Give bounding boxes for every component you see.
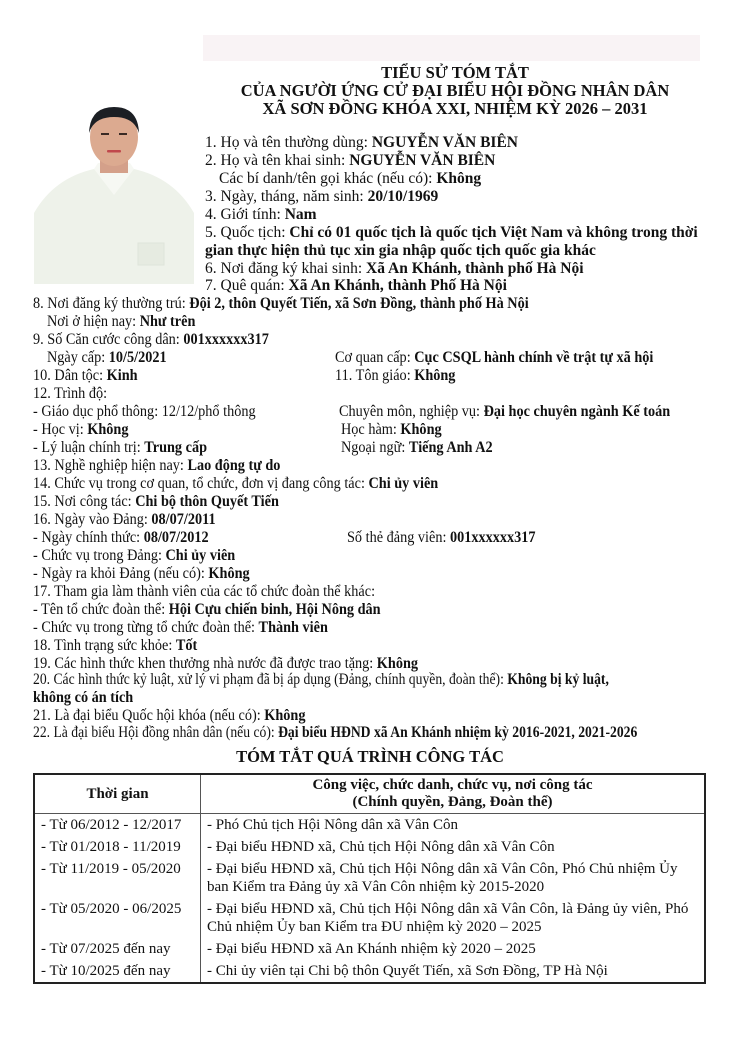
field-foreign-language [341, 439, 493, 457]
description-cell: - Đại biểu HĐND xã, Chủ tịch Hội Nông dân xã Vân Côn, Phó Chủ nhiệm Ủy ban Kiểm tra Đảng ủy xã Vân Côn nhiệm kỳ 2015-2020 [207, 861, 678, 895]
table-row [34, 960, 705, 983]
column-header-period: Thời gian [34, 774, 201, 814]
description-cell: - Đại biểu HĐND xã, Chủ tịch Hội Nông dân xã Vân Côn [207, 839, 555, 855]
field-label: 21. Là đại biểu Quốc hội khóa (nếu có): [33, 707, 265, 724]
field-value: Chi ủy viên [165, 547, 236, 564]
field-ethnicity [33, 367, 138, 385]
field-aliases [219, 170, 481, 188]
field-label: Các bí danh/tên gọi khác (nếu có): [219, 170, 437, 187]
field-label: 1. Họ và tên thường dùng: [205, 134, 372, 151]
field-value: Không [414, 367, 456, 384]
field-label: Cơ quan cấp: [335, 349, 415, 366]
field-value: Tiếng Anh A2 [408, 439, 493, 456]
work-history-table [33, 773, 706, 984]
field-value: 001xxxxxx317 [449, 529, 536, 546]
field-value: 20/10/1969 [367, 188, 439, 205]
field-value: Như trên [139, 313, 196, 330]
field-label: Ngoại ngữ: [341, 439, 409, 456]
field-label: 22. Là đại biểu Hội đồng nhân dân (nếu có): [33, 724, 279, 741]
field-label: 9. Số Căn cước công dân: [33, 331, 184, 348]
field-label: 16. Ngày vào Đảng: [33, 511, 152, 528]
field-organizations-heading [33, 583, 375, 601]
period-cell: - Từ 06/2012 - 12/2017 [34, 814, 201, 837]
field-value: Chi bộ thôn Quyết Tiến [135, 493, 279, 510]
title-line-1: TIỂU SỬ TÓM TẮT [381, 63, 529, 82]
field-value: Đại biểu HĐND xã An Khánh nhiệm kỳ 2016-2021, 2021-2026 [278, 724, 638, 741]
field-label: 17. Tham gia làm thành viên của các tổ chức đoàn thể khác: [33, 583, 376, 600]
description-cell: - Đại biểu HĐND xã, Chủ tịch Hội Nông dân xã Vân Côn, là Đảng ủy viên, Phó Chủ nhiệm Ủy ban Kiểm tra ĐU nhiệm kỳ 2020 – 2025 [207, 901, 689, 935]
field-label: 20. Các hình thức kỷ luật, xử lý vi phạm đã bị áp dụng (Đảng, chính quyền, đoàn thể): [33, 671, 508, 688]
field-position [33, 475, 438, 493]
field-value: 08/07/2011 [151, 511, 216, 528]
field-value: không có án tích [33, 689, 134, 706]
field-label: 3. Ngày, tháng, năm sinh: [205, 188, 368, 205]
description-cell: - Đại biểu HĐND xã An Khánh nhiệm kỳ 2020 – 2025 [207, 941, 536, 957]
field-discipline-cont [33, 689, 133, 707]
field-religion [335, 367, 455, 385]
field-value: Trung cấp [144, 439, 208, 456]
table-header-row [34, 774, 705, 814]
field-academic-title [341, 421, 442, 439]
field-value: Không [264, 707, 306, 724]
field-label: - Chức vụ trong từng tổ chức đoàn thể: [33, 619, 259, 636]
field-permanent-residence [33, 295, 529, 313]
field-occupation [33, 457, 280, 475]
field-label: 11. Tôn giáo: [335, 367, 415, 384]
field-label: Nơi ở hiện nay: [47, 313, 140, 330]
field-label: 15. Nơi công tác: [33, 493, 136, 510]
description-cell: - Phó Chủ tịch Hội Nông dân xã Vân Côn [201, 814, 706, 837]
field-label: - Tên tổ chức đoàn thể: [33, 601, 169, 618]
field-health [33, 637, 197, 655]
field-label: 13. Nghề nghiệp hiện nay: [33, 457, 188, 474]
field-value: NGUYỄN VĂN BIÊN [371, 134, 518, 151]
field-citizen-id [33, 331, 269, 349]
field-nationality-cont [205, 242, 596, 260]
field-birth-date [205, 188, 438, 206]
column-header-line-2: (Chính quyền, Đảng, Đoàn thể) [352, 794, 553, 810]
column-header-description [201, 774, 706, 814]
field-workplace [33, 493, 279, 511]
field-label: 5. Quốc tịch: [205, 224, 290, 241]
field-peoples-council [33, 724, 637, 742]
field-party-official-date [33, 529, 209, 547]
field-party-join-date [33, 511, 216, 529]
field-value: Không [208, 565, 250, 582]
person-silhouette-icon [34, 103, 194, 284]
field-national-assembly [33, 707, 305, 725]
field-gender [205, 206, 317, 224]
field-label: - Lý luận chính trị: [33, 439, 145, 456]
field-label: 14. Chức vụ trong cơ quan, tổ chức, đơn vị đang công tác: [33, 475, 369, 492]
field-professional-qualification [339, 403, 670, 421]
field-value: Đại học chuyên ngành Kế toán [483, 403, 671, 420]
title-line-3: XÃ SƠN ĐỒNG KHÓA XXI, NHIỆM KỲ 2026 – 2031 [262, 99, 648, 118]
field-value: Lao động tự do [187, 457, 281, 474]
field-organization-roles [33, 619, 328, 637]
work-history-title: TÓM TẮT QUÁ TRÌNH CÔNG TÁC [236, 747, 504, 766]
field-value: 10/5/2021 [108, 349, 167, 366]
field-id-issue-date [47, 349, 167, 367]
field-value: Cục CSQL hành chính về trật tự xã hội [414, 349, 654, 366]
field-value: Đội 2, thôn Quyết Tiến, xã Sơn Đồng, thành phố Hà Nội [189, 295, 529, 312]
description-cell: - Chi ủy viên tại Chi bộ thôn Quyết Tiến, xã Sơn Đồng, TP Hà Nội [207, 963, 608, 979]
field-value: Chỉ có 01 quốc tịch là quốc tịch Việt Nam và không trong thời [289, 224, 698, 241]
field-label: Số thẻ đảng viên: [347, 529, 450, 546]
field-value: Kinh [106, 367, 138, 384]
table-row [34, 898, 705, 938]
title-line-2: CỦA NGƯỜI ỨNG CỬ ĐẠI BIỂU HỘI ĐỒNG NHÂN DÂN [240, 81, 670, 100]
field-political-theory [33, 439, 207, 457]
table-row [34, 836, 705, 858]
field-value: Không [436, 170, 482, 187]
field-value: 08/07/2012 [143, 529, 209, 546]
field-general-education [33, 403, 256, 421]
period-cell: - Từ 10/2025 đến nay [34, 960, 201, 983]
field-party-position [33, 547, 235, 565]
field-value: Tốt [175, 637, 198, 654]
field-label: 7. Quê quán: [205, 277, 289, 294]
field-value: Thành viên [258, 619, 328, 636]
field-party-card-number [347, 529, 536, 547]
field-value: Xã An Khánh, thành phố Hà Nội [366, 260, 584, 277]
field-value: Không [400, 421, 442, 438]
field-label: - Giáo dục phổ thông: 12/12/phổ thông [33, 403, 256, 420]
table-row [34, 814, 705, 837]
field-hometown [205, 277, 507, 295]
field-label: Học hàm: [341, 421, 401, 438]
field-label: - Học vị: [33, 421, 88, 438]
field-discipline [33, 671, 609, 689]
column-header-line-1: Công việc, chức danh, chức vụ, nơi công tác [312, 777, 593, 793]
field-value: Chi ủy viên [368, 475, 439, 492]
document-title [200, 64, 710, 118]
period-cell: - Từ 05/2020 - 06/2025 [34, 898, 201, 938]
field-label: Ngày cấp: [47, 349, 109, 366]
field-academic-degree [33, 421, 128, 439]
field-birth-name [205, 152, 495, 170]
field-education-heading [33, 385, 107, 403]
field-label: 2. Họ và tên khai sinh: [205, 152, 350, 169]
field-label: 8. Nơi đăng ký thường trú: [33, 295, 190, 312]
field-label: - Ngày chính thức: [33, 529, 144, 546]
field-id-issuer [335, 349, 653, 367]
portrait-photo [34, 103, 194, 284]
field-value: Không [376, 655, 419, 672]
field-label: Chuyên môn, nghiệp vụ: [339, 403, 484, 420]
period-cell: - Từ 01/2018 - 11/2019 [34, 836, 201, 858]
table-row [34, 858, 705, 898]
period-cell: - Từ 07/2025 đến nay [34, 938, 201, 960]
field-label: 10. Dân tộc: [33, 367, 107, 384]
period-cell: - Từ 11/2019 - 05/2020 [34, 858, 201, 898]
field-current-residence [47, 313, 195, 331]
field-value: gian thực hiện thủ tục xin gia nhập quốc tịch quốc gia khác [205, 242, 596, 259]
field-value: Không bị kỷ luật, [507, 671, 609, 688]
field-party-leave-date [33, 565, 250, 583]
field-birth-registration [205, 260, 584, 278]
table-row [34, 938, 705, 960]
field-label: - Chức vụ trong Đảng: [33, 547, 166, 564]
field-value: Không [87, 421, 129, 438]
field-value: NGUYỄN VĂN BIÊN [349, 152, 496, 169]
field-label: 19. Các hình thức khen thưởng nhà nước đã được trao tặng: [33, 655, 377, 672]
field-label: 4. Giới tính: [205, 206, 285, 223]
field-label: 6. Nơi đăng ký khai sinh: [205, 260, 367, 277]
header-band [203, 35, 700, 61]
field-nationality [205, 224, 698, 242]
field-value: 001xxxxxx317 [183, 331, 269, 348]
field-label: 18. Tình trạng sức khỏe: [33, 637, 176, 654]
field-label: 12. Trình độ: [33, 385, 108, 402]
field-value: Hội Cựu chiến binh, Hội Nông dân [168, 601, 381, 618]
field-value: Nam [284, 206, 317, 223]
field-value: Xã An Khánh, thành Phố Hà Nội [288, 277, 507, 294]
field-label: - Ngày ra khỏi Đảng (nếu có): [33, 565, 209, 582]
field-common-name [205, 134, 518, 152]
field-organization-names [33, 601, 381, 619]
